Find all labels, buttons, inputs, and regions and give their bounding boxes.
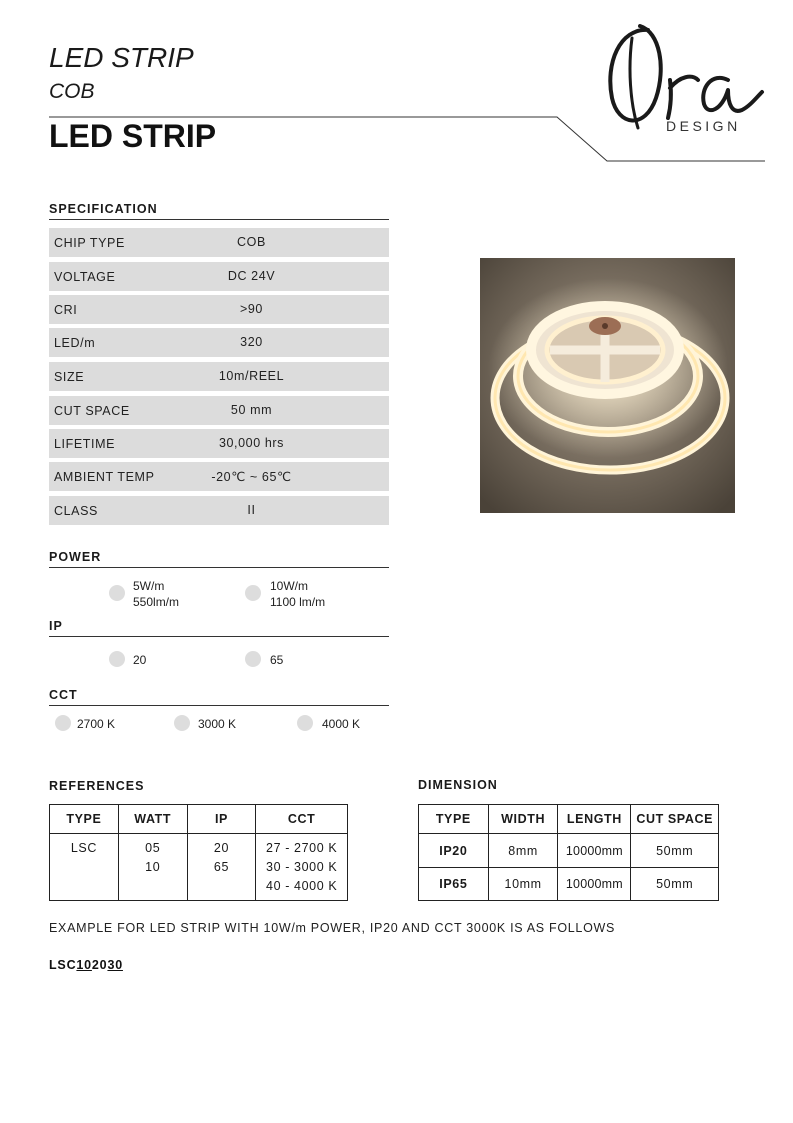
power-5w-label <box>133 578 179 610</box>
ip-65-radio[interactable] <box>245 651 261 667</box>
dimension-header-row <box>419 805 719 834</box>
cct-4000k-radio[interactable] <box>297 715 313 731</box>
ref-cct-value: 30 - 3000 K <box>266 860 338 874</box>
spec-value: 30,000 hrs <box>218 436 285 450</box>
spec-row-led-per-m <box>49 328 389 357</box>
dim-length-cell: 10000mm <box>558 834 631 868</box>
power-option-watt: 10W/m <box>270 579 309 593</box>
cct-rule <box>49 705 389 706</box>
spec-value: 50 mm <box>230 403 273 417</box>
ref-header-cct: CCT <box>256 805 348 834</box>
power-heading: POWER <box>49 550 102 564</box>
spec-row-size <box>49 362 389 391</box>
ref-watt-value: 10 <box>145 860 161 874</box>
ref-type-value: LSC <box>70 841 97 855</box>
spec-value: II <box>247 503 256 517</box>
ref-watt-value: 05 <box>145 841 161 855</box>
references-table <box>49 804 348 901</box>
spec-label: VOLTAGE <box>54 270 116 284</box>
spec-row-chip-type <box>49 228 389 257</box>
ip-20-radio[interactable] <box>109 651 125 667</box>
ref-cct-value: 40 - 4000 K <box>266 879 338 893</box>
references-heading: REFERENCES <box>49 779 145 793</box>
dim-width-cell: 10mm <box>488 868 558 901</box>
spec-value: COB <box>237 235 266 249</box>
power-5w-radio[interactable] <box>109 585 125 601</box>
dimension-heading: DIMENSION <box>418 778 498 792</box>
spec-label: CRI <box>54 303 78 317</box>
references-body-row <box>50 834 348 901</box>
power-option-lumen: 550lm/m <box>133 595 180 609</box>
specification-rule <box>49 219 389 220</box>
spec-label: AMBIENT TEMP <box>54 470 155 484</box>
power-rule <box>49 567 389 568</box>
spec-value: 320 <box>240 335 263 349</box>
dim-type-cell: IP65 <box>419 868 489 901</box>
page-title: LED STRIP <box>49 118 217 154</box>
spec-row-cut-space <box>49 396 389 425</box>
ip-heading: IP <box>49 619 63 633</box>
spec-label: LED/m <box>54 336 96 350</box>
dim-header-width: WIDTH <box>488 805 558 834</box>
spec-label: LIFETIME <box>54 437 116 451</box>
ref-ip-cell <box>187 834 256 901</box>
spec-label: SIZE <box>54 370 85 384</box>
power-10w-label <box>270 578 325 610</box>
ref-ip-value: 20 <box>213 841 230 855</box>
dim-cut-cell: 50mm <box>631 834 719 868</box>
spec-row-cri <box>49 295 389 324</box>
dimension-row-ip20 <box>419 834 719 868</box>
spec-value: >90 <box>239 302 263 316</box>
dim-header-length: LENGTH <box>558 805 631 834</box>
cct-4000k-label: 4000 K <box>322 717 361 731</box>
ip-20-label: 20 <box>133 653 147 667</box>
dimension-row-ip65 <box>419 868 719 901</box>
code-prefix: LSC <box>49 958 77 972</box>
cct-2700k-label: 2700 K <box>77 717 116 731</box>
dim-header-type: TYPE <box>419 805 489 834</box>
spec-row-class <box>49 496 389 525</box>
spec-value: DC 24V <box>227 269 276 283</box>
ref-watt-cell <box>118 834 187 901</box>
ref-header-ip: IP <box>187 805 256 834</box>
power-option-watt: 5W/m <box>133 579 165 593</box>
code-ip: 20 <box>91 958 108 972</box>
page-subtitle: COB <box>49 80 95 103</box>
spec-label: CUT SPACE <box>54 404 130 418</box>
spec-row-lifetime <box>49 429 389 458</box>
dim-type-cell: IP20 <box>419 834 489 868</box>
ref-cct-value: 27 - 2700 K <box>266 841 338 855</box>
cct-3000k-radio[interactable] <box>174 715 190 731</box>
logo-design-text: DESIGN <box>666 118 741 134</box>
code-watt: 10 <box>76 958 92 972</box>
spec-row-voltage <box>49 262 389 291</box>
spec-label: CLASS <box>54 504 98 518</box>
ref-cct-cell <box>256 834 348 901</box>
ref-type-cell <box>50 834 119 901</box>
cct-2700k-radio[interactable] <box>55 715 71 731</box>
code-cct: 30 <box>107 958 123 972</box>
cct-3000k-label: 3000 K <box>198 717 237 731</box>
power-option-lumen: 1100 lm/m <box>270 595 326 609</box>
ora-script-logo-mark <box>610 26 762 128</box>
spec-row-ambient-temp <box>49 462 389 491</box>
dim-cut-cell: 50mm <box>631 868 719 901</box>
ref-ip-value: 65 <box>213 860 230 874</box>
ref-header-type: TYPE <box>50 805 119 834</box>
dimension-table <box>418 804 719 901</box>
dim-length-cell: 10000mm <box>558 868 631 901</box>
ip-rule <box>49 636 389 637</box>
power-10w-radio[interactable] <box>245 585 261 601</box>
example-description: EXAMPLE FOR LED STRIP WITH 10W/m POWER, IP20 AND CCT 3000K IS AS FOLLOWS <box>49 921 616 935</box>
cct-heading: CCT <box>49 688 78 702</box>
ip-65-label: 65 <box>270 653 284 667</box>
spec-label: CHIP TYPE <box>54 236 125 250</box>
specification-heading: SPECIFICATION <box>49 202 158 216</box>
references-header-row <box>50 805 348 834</box>
dim-width-cell: 8mm <box>488 834 558 868</box>
spec-value: 10m/REEL <box>218 369 285 383</box>
dim-header-cut-space: CUT SPACE <box>631 805 719 834</box>
spec-value: -20℃ ~ 65℃ <box>211 470 292 484</box>
page-title-italic: LED STRIP <box>49 42 194 73</box>
ref-header-watt: WATT <box>118 805 187 834</box>
led-strip-reel-photo <box>480 258 735 513</box>
example-product-code <box>49 958 123 972</box>
